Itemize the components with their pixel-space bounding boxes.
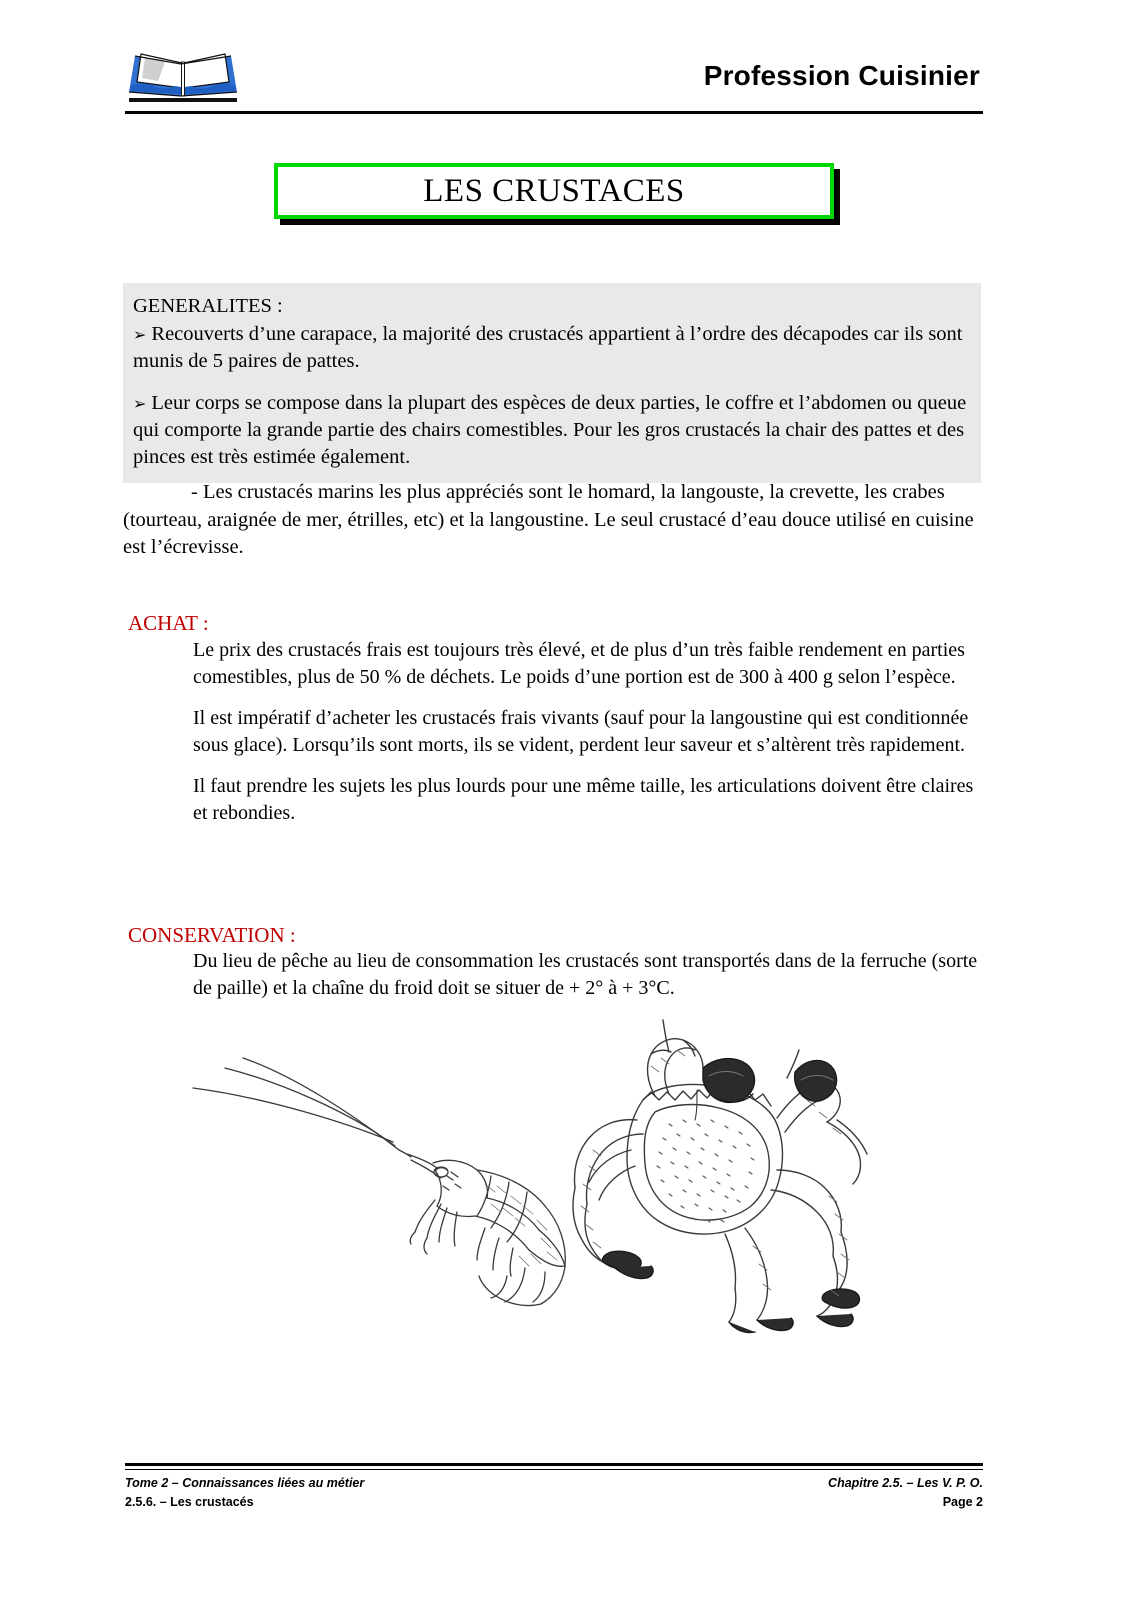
footer-left-line-2: 2.5.6. – Les crustacés [125,1495,254,1510]
footer-divider-thick [125,1463,983,1466]
crustaceans-pencil-sketch [185,1000,945,1340]
header-title: Profession Cuisinier [703,60,980,91]
generalites-panel [123,283,981,483]
conservation-paragraph-1: Du lieu de pêche au lieu de consommation les crustacés sont transportés dans de la ferruche (sorte de paille) et la chaîne du froid doit se situer de + 2° à + 3°C. [193,950,978,1000]
section-body-achat [193,637,983,827]
bullet-arrow-icon: ➢ [133,325,147,345]
footer-page-number: Page 2 [942,1495,983,1510]
footer-row-1 [125,1474,983,1493]
footer-right-line-1: Chapitre 2.5. – Les V. P. O. [828,1476,983,1490]
page-footer [125,1474,983,1513]
section-heading-conservation: CONSERVATION : [128,923,296,947]
achat-paragraph-2: Il est impératif d’acheter les crustacés frais vivants (sauf pour la langoustine qui est conditionnée sous glace). Lorsqu’ils sont morts, ils se vident, perdent leur saveur et s’altèrent très rapidement. [193,706,969,757]
generalites-heading: GENERALITES : [133,295,283,317]
intro-line-1: - Les crustacés marins les plus appréciés sont le homard, la langouste, la crevette, les [191,481,888,503]
page-title-box [274,163,834,219]
generalites-bullet-1 [133,321,971,376]
bullet-arrow-icon: ➢ [133,393,147,413]
generalites-bullet-1-text: Recouverts d’une carapace, la majorité des crustacés appartient à l’ordre des décapodes car ils sont munis de 5 paires de pattes. [133,323,963,373]
section-heading-achat: ACHAT : [128,611,209,635]
footer-left-line-1: Tome 2 – Connaissances liées au métier [125,1476,365,1490]
intro-line-2-rest: (tourteau, araignée de mer, étrilles, etc) et la langoustine. Le seul crustacé d’eau douce utilisé en cuisine est l’écrevisse. [123,508,974,559]
title-box-frame [274,163,834,219]
achat-paragraph-1: Le prix des crustacés frais est toujours très élevé, et de plus d’un très faible rendement en parties comestibles, plus de 50 % de déchets. Le poids d’une portion est de 300 à 400 g selon l’espèce. [193,639,965,689]
intro-line-2-lead: crabes [892,481,945,503]
footer-row-2 [125,1493,983,1512]
intro-paragraph [123,479,983,562]
page-title: LES CRUSTACES [423,172,685,209]
header-divider [125,111,983,114]
generalites-bullet-2-text: Leur corps se compose dans la plupart des espèces de deux parties, le coffre et l’abdomen ou queue qui comporte la grande partie des chairs comestibles. Pour les gros crustacés la chair des pattes et des pinces est très estimée également. [133,391,967,469]
page-header [125,38,980,110]
section-body-conservation [193,948,983,1003]
achat-paragraph-3: Il faut prendre les sujets les plus lourds pour une même taille, les articulations doivent être claires et rebondies. [193,774,974,824]
open-book-icon [125,42,245,106]
generalites-bullet-2 [133,390,971,472]
footer-divider-thin [125,1469,983,1470]
